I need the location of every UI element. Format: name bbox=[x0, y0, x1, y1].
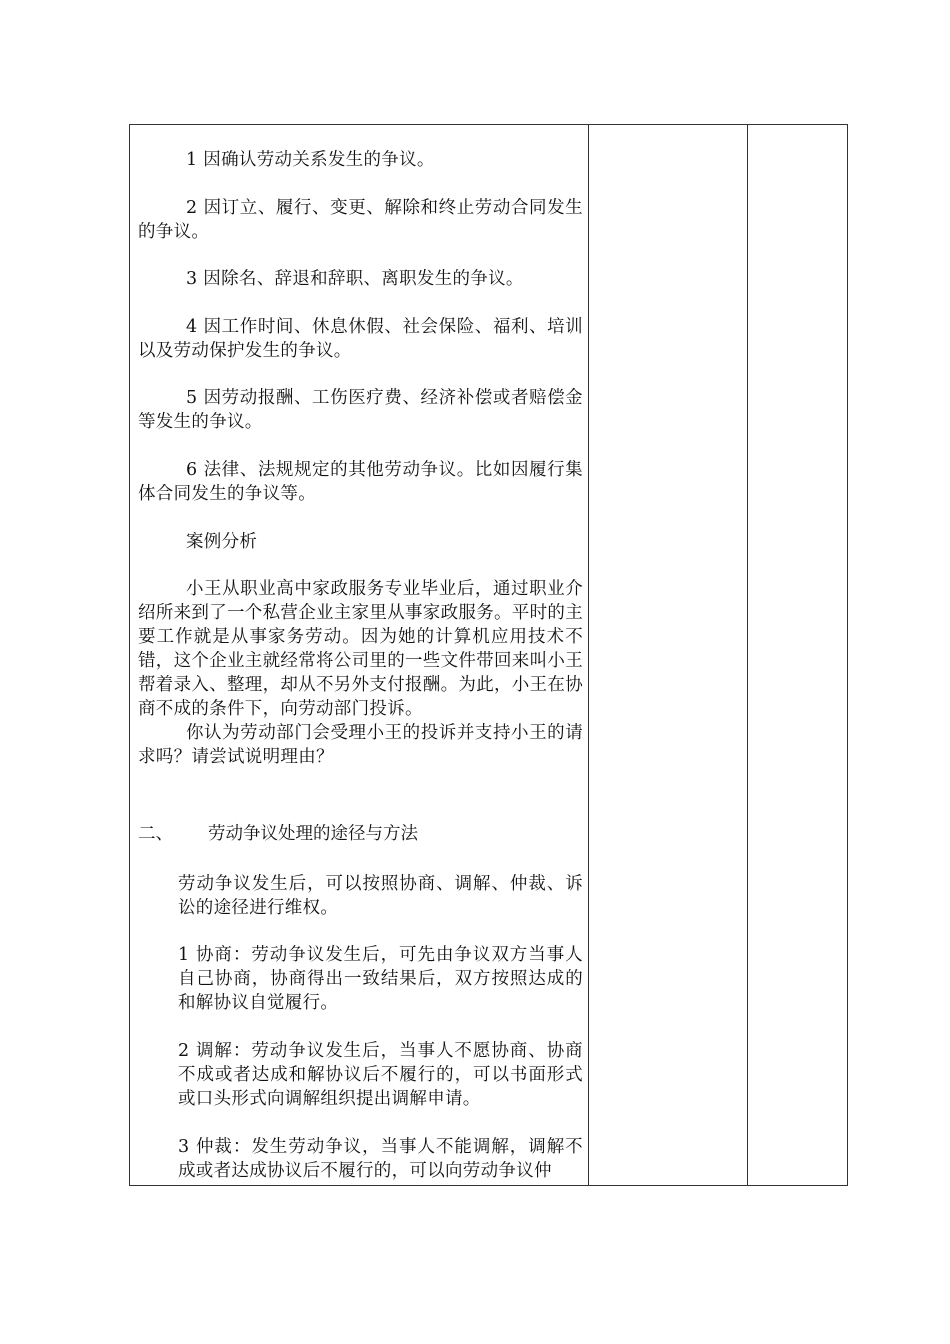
dispute-type-5: 5 因劳动报酬、工伤医疗费、经济补偿或者赔偿金等发生的争议。 bbox=[138, 388, 583, 432]
dispute-type-4: 4 因工作时间、休息休假、社会保险、福利、培训以及劳动保护发生的争议。 bbox=[138, 317, 583, 361]
case-analysis-body: 小王从职业高中家政服务专业毕业后，通过职业介绍所来到了一个私营企业主家里从事家政服务。平时的主要工作就是从事家务劳动。因为她的计算机应用技术不错，这个企业主就经常将公司里的一些文件带回来叫小王帮着录入、整理，却从不另外支付报酬。为此，小王在协商不成的条件下，向劳动部门投诉。 bbox=[138, 579, 583, 719]
method-negotiation: 1 协商：劳动争议发生后，可先由争议双方当事人自己协商，协商得出一致结果后，双方按照达成的和解协议自觉履行。 bbox=[178, 945, 583, 1013]
dispute-type-1: 1 因确认劳动关系发生的争议。 bbox=[186, 150, 435, 170]
method-arbitration: 3 仲裁：发生劳动争议，当事人不能调解，调解不成或者达成协议后不履行的，可以向劳动争议仲 bbox=[178, 1137, 583, 1181]
case-analysis-title: 案例分析 bbox=[186, 532, 258, 552]
content-column bbox=[130, 125, 588, 1185]
case-question: 你认为劳动部门会受理小王的投诉并支持小王的请求吗？请尝试说明理由？ bbox=[138, 723, 583, 767]
dispute-type-6: 6 法律、法规规定的其他劳动争议。比如因履行集体合同发生的争议等。 bbox=[138, 460, 583, 504]
column-divider bbox=[588, 125, 589, 1185]
dispute-type-3: 3 因除名、辞退和辞职、离职发生的争议。 bbox=[186, 269, 524, 289]
lesson-table bbox=[129, 124, 848, 1186]
dispute-type-2: 2 因订立、履行、变更、解除和终止劳动合同发生的争议。 bbox=[138, 198, 583, 242]
methods-intro: 劳动争议发生后，可以按照协商、调解、仲裁、诉讼的途径进行维权。 bbox=[178, 874, 583, 918]
method-mediation: 2 调解：劳动争议发生后，当事人不愿协商、协商不成或者达成和解协议后不履行的，可以书面形式或口头形式向调解组织提出调解申请。 bbox=[178, 1041, 583, 1109]
column-divider bbox=[747, 125, 748, 1185]
section-number: 二、 bbox=[138, 824, 173, 844]
section-title: 劳动争议处理的途径与方法 bbox=[208, 824, 418, 844]
